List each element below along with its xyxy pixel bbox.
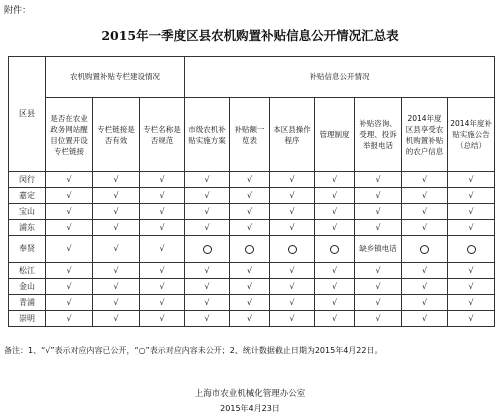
status-cell [315, 311, 355, 327]
check-mark-icon: √ [246, 206, 253, 216]
status-cell [185, 311, 230, 327]
table-row [9, 220, 495, 236]
district-cell: 闵行 [9, 172, 46, 188]
check-mark-icon: √ [375, 265, 381, 275]
status-cell [315, 172, 355, 188]
status-cell [448, 311, 495, 327]
status-cell [140, 188, 185, 204]
status-cell [448, 220, 495, 236]
status-cell [402, 172, 448, 188]
district-cell: 金山 [9, 279, 46, 295]
status-cell [448, 188, 495, 204]
status-cell [270, 236, 315, 263]
status-cell [402, 263, 448, 279]
status-cell [448, 236, 495, 263]
status-cell [230, 188, 270, 204]
check-mark-icon: √ [159, 190, 165, 200]
district-header: 区县 [9, 57, 46, 172]
check-mark-icon: √ [468, 313, 474, 323]
status-cell [270, 279, 315, 295]
check-mark-icon: √ [375, 281, 381, 291]
status-cell [140, 204, 185, 220]
issuing-office: 上海市农业机械化管理办公室 [194, 389, 306, 399]
check-mark-icon: √ [331, 190, 338, 200]
group-header-info-disclosure: 补贴信息公开情况 [185, 57, 495, 98]
status-cell [93, 311, 140, 327]
document-title: 2015年一季度区县农机购置补贴信息公开情况汇总表 [101, 28, 399, 43]
check-mark-icon: √ [66, 265, 72, 275]
check-mark-icon: √ [289, 281, 295, 291]
district-cell: 宝山 [9, 204, 46, 220]
check-mark-icon: √ [159, 297, 165, 307]
check-mark-icon: √ [289, 222, 295, 232]
check-mark-icon: √ [468, 222, 474, 232]
circle-mark-icon [420, 245, 429, 254]
issue-date: 2015年4月23日 [220, 404, 280, 413]
status-cell [46, 172, 93, 188]
check-mark-icon: √ [66, 222, 72, 232]
status-cell [185, 220, 230, 236]
status-cell [140, 295, 185, 311]
status-cell [355, 220, 402, 236]
check-mark-icon: √ [421, 174, 428, 184]
check-mark-icon: √ [375, 222, 381, 232]
check-mark-icon: √ [66, 206, 72, 216]
status-cell [230, 236, 270, 263]
check-mark-icon: √ [468, 281, 474, 291]
status-cell [315, 204, 355, 220]
check-mark-icon: √ [331, 206, 338, 216]
column-header: 2014年度补贴实施公告（总结） [448, 98, 495, 172]
status-cell [355, 279, 402, 295]
status-cell [185, 279, 230, 295]
status-cell [93, 220, 140, 236]
status-cell [270, 263, 315, 279]
status-cell [93, 279, 140, 295]
status-cell [93, 236, 140, 263]
status-cell [185, 172, 230, 188]
table-row [9, 172, 495, 188]
check-mark-icon: √ [331, 265, 338, 275]
district-cell: 奉贤 [9, 236, 46, 263]
table-row [9, 236, 495, 263]
status-cell [448, 172, 495, 188]
check-mark-icon: √ [468, 190, 474, 200]
check-mark-icon: √ [113, 265, 119, 275]
status-cell [140, 279, 185, 295]
district-cell: 浦东 [9, 220, 46, 236]
district-cell: 松江 [9, 263, 46, 279]
check-mark-icon: √ [468, 206, 474, 216]
check-mark-icon: √ [204, 313, 210, 323]
table-header-row-2 [9, 98, 495, 172]
status-cell [230, 295, 270, 311]
status-cell [402, 279, 448, 295]
check-mark-icon: √ [204, 206, 210, 216]
group-header-column-construction: 农机购置补贴专栏建设情况 [46, 57, 185, 98]
check-mark-icon: √ [113, 190, 119, 200]
status-note-cell [355, 236, 402, 263]
check-mark-icon: √ [66, 281, 72, 291]
status-cell [230, 263, 270, 279]
column-header: 2014年度区县享受农机购置补贴的农户信息 [402, 98, 448, 172]
status-cell [402, 236, 448, 263]
status-cell [185, 204, 230, 220]
status-cell [402, 188, 448, 204]
status-cell [93, 188, 140, 204]
check-mark-icon: √ [159, 281, 165, 291]
column-header: 是否在农业政务网站醒目位置开设专栏链接 [46, 98, 93, 172]
status-cell [355, 295, 402, 311]
status-cell [46, 311, 93, 327]
status-cell [270, 204, 315, 220]
status-cell [270, 188, 315, 204]
status-cell [270, 295, 315, 311]
check-mark-icon: √ [421, 190, 428, 200]
attachment-label: 附件： [4, 6, 32, 16]
check-mark-icon: √ [159, 222, 165, 232]
status-cell [448, 204, 495, 220]
check-mark-icon: √ [66, 244, 72, 253]
column-header: 专栏名称是否规范 [140, 98, 185, 172]
check-mark-icon: √ [289, 206, 295, 216]
check-mark-icon: √ [113, 244, 119, 253]
status-cell [185, 263, 230, 279]
column-header: 市级农机补贴实施方案 [185, 98, 230, 172]
check-mark-icon: √ [246, 265, 253, 275]
status-cell [140, 263, 185, 279]
table-row [9, 263, 495, 279]
status-cell [355, 188, 402, 204]
status-cell [355, 263, 402, 279]
check-mark-icon: √ [375, 313, 381, 323]
status-cell [402, 295, 448, 311]
status-cell [355, 204, 402, 220]
status-cell [46, 236, 93, 263]
status-cell [355, 311, 402, 327]
status-cell [185, 188, 230, 204]
status-cell [315, 220, 355, 236]
status-cell [230, 172, 270, 188]
summary-table [8, 56, 495, 327]
status-cell [402, 311, 448, 327]
column-header: 管理制度 [315, 98, 355, 172]
check-mark-icon: √ [375, 190, 381, 200]
status-note: 缺乡镇电话 [359, 244, 397, 253]
status-cell [46, 188, 93, 204]
table-row [9, 279, 495, 295]
status-cell [270, 220, 315, 236]
check-mark-icon: √ [204, 281, 210, 291]
column-header: 本区县操作程序 [270, 98, 315, 172]
status-cell [402, 204, 448, 220]
table-row [9, 188, 495, 204]
check-mark-icon: √ [331, 313, 338, 323]
status-cell [355, 172, 402, 188]
status-cell [270, 172, 315, 188]
status-cell [315, 236, 355, 263]
check-mark-icon: √ [375, 297, 381, 307]
check-mark-icon: √ [375, 206, 381, 216]
district-cell: 嘉定 [9, 188, 46, 204]
check-mark-icon: √ [66, 297, 72, 307]
check-mark-icon: √ [159, 244, 165, 253]
column-header: 补贴咨询、受理、投诉举报电话 [355, 98, 402, 172]
check-mark-icon: √ [421, 222, 428, 232]
check-mark-icon: √ [421, 297, 428, 307]
check-mark-icon: √ [159, 174, 165, 184]
check-mark-icon: √ [331, 222, 338, 232]
table-header-row-1 [9, 57, 495, 98]
check-mark-icon: √ [113, 313, 119, 323]
district-cell: 青浦 [9, 295, 46, 311]
status-cell [315, 188, 355, 204]
status-cell [448, 263, 495, 279]
check-mark-icon: √ [375, 174, 381, 184]
status-cell [230, 311, 270, 327]
status-cell [315, 263, 355, 279]
status-cell [185, 295, 230, 311]
status-cell [270, 311, 315, 327]
status-cell [46, 220, 93, 236]
status-cell [230, 204, 270, 220]
check-mark-icon: √ [289, 297, 295, 307]
check-mark-icon: √ [204, 174, 210, 184]
footnote: 备注：1、“√”表示对应内容已公开，“○”表示对应内容未公开；2、统计数据截止日期为2015年4月22日。 [4, 346, 383, 355]
table-row [9, 204, 495, 220]
check-mark-icon: √ [421, 281, 428, 291]
check-mark-icon: √ [204, 190, 210, 200]
check-mark-icon: √ [289, 190, 295, 200]
status-cell [402, 220, 448, 236]
check-mark-icon: √ [289, 174, 295, 184]
status-cell [46, 263, 93, 279]
check-mark-icon: √ [421, 206, 428, 216]
check-mark-icon: √ [468, 297, 474, 307]
check-mark-icon: √ [159, 206, 165, 216]
status-cell [315, 295, 355, 311]
check-mark-icon: √ [113, 206, 119, 216]
check-mark-icon: √ [246, 174, 253, 184]
status-cell [46, 295, 93, 311]
status-cell [46, 279, 93, 295]
check-mark-icon: √ [246, 222, 253, 232]
check-mark-icon: √ [421, 265, 428, 275]
status-cell [46, 204, 93, 220]
check-mark-icon: √ [204, 265, 210, 275]
check-mark-icon: √ [113, 174, 119, 184]
check-mark-icon: √ [421, 313, 428, 323]
status-cell [448, 295, 495, 311]
check-mark-icon: √ [468, 174, 474, 184]
status-cell [93, 172, 140, 188]
status-cell [140, 172, 185, 188]
check-mark-icon: √ [66, 190, 72, 200]
check-mark-icon: √ [113, 222, 119, 232]
circle-mark-icon [330, 245, 339, 254]
check-mark-icon: √ [66, 174, 72, 184]
status-cell [230, 279, 270, 295]
status-cell [140, 311, 185, 327]
check-mark-icon: √ [66, 313, 72, 323]
table-row [9, 295, 495, 311]
status-cell [315, 279, 355, 295]
district-cell: 崇明 [9, 311, 46, 327]
check-mark-icon: √ [289, 265, 295, 275]
table-row [9, 311, 495, 327]
check-mark-icon: √ [159, 313, 165, 323]
check-mark-icon: √ [289, 313, 295, 323]
status-cell [93, 263, 140, 279]
circle-mark-icon [203, 245, 212, 254]
status-cell [185, 236, 230, 263]
check-mark-icon: √ [331, 297, 338, 307]
status-cell [93, 295, 140, 311]
status-cell [140, 236, 185, 263]
status-cell [93, 204, 140, 220]
check-mark-icon: √ [246, 281, 253, 291]
check-mark-icon: √ [331, 281, 338, 291]
circle-mark-icon [467, 245, 476, 254]
status-cell [230, 220, 270, 236]
check-mark-icon: √ [246, 297, 253, 307]
check-mark-icon: √ [113, 281, 119, 291]
circle-mark-icon [288, 245, 297, 254]
column-header: 专栏链接是否有效 [93, 98, 140, 172]
check-mark-icon: √ [204, 222, 210, 232]
check-mark-icon: √ [246, 313, 253, 323]
check-mark-icon: √ [246, 190, 253, 200]
check-mark-icon: √ [331, 174, 338, 184]
check-mark-icon: √ [113, 297, 119, 307]
check-mark-icon: √ [204, 297, 210, 307]
check-mark-icon: √ [468, 265, 474, 275]
circle-mark-icon [245, 245, 254, 254]
check-mark-icon: √ [159, 265, 165, 275]
column-header: 补贴额一览表 [230, 98, 270, 172]
status-cell [140, 220, 185, 236]
status-cell [448, 279, 495, 295]
